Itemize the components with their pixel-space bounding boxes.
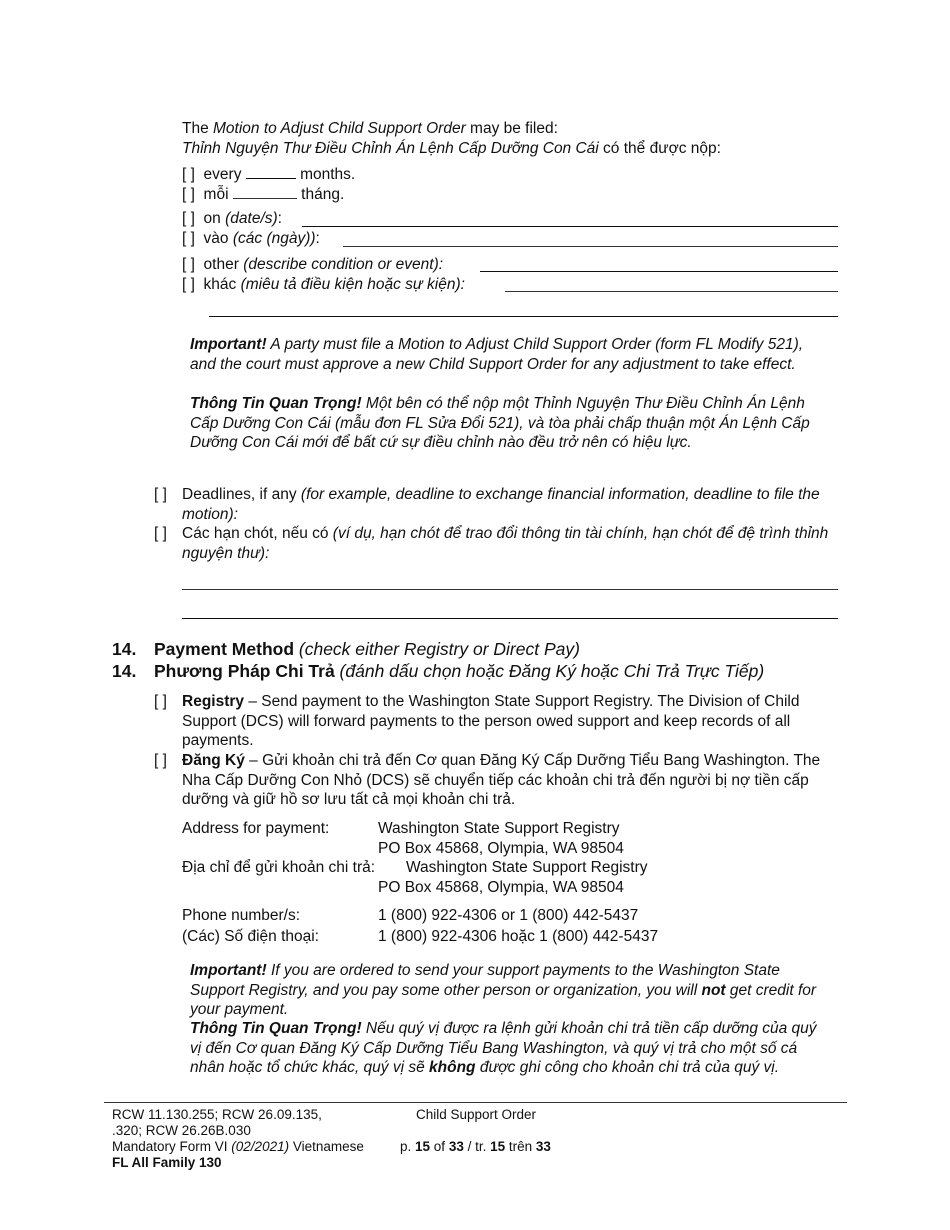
checkbox-deadlines[interactable]: [ ]	[154, 486, 167, 503]
address-line1-en: Washington State Support Registry	[378, 820, 620, 837]
section-14-heading-vi: 14. Phương Pháp Chi Trả (đánh dấu chọn hoặc Đăng Ký hoặc Chi Trả Trực Tiếp)	[112, 661, 765, 681]
deadlines-blank-1[interactable]	[182, 589, 838, 590]
important-note-2-vi: Thông Tin Quan Trọng! Nếu quý vị được ra lệnh gửi khoản chi trả tiền cấp dưỡng của quý vị đến Cơ quan Đăng Ký Cấp Dưỡng Tiểu Bang Washington, và quý vị trả cho một số cá nhân hoặc tổ chức khác, quý vị sẽ không được ghi công cho khoản chi trả của quý vị.	[190, 1020, 817, 1076]
checkbox-every[interactable]: [ ]	[182, 166, 195, 183]
important-note-2-en: Important! If you are ordered to send your support payments to the Washington State Support Registry, and you pay some other person or organization, you will not get credit for your payment.	[190, 962, 817, 1018]
address-label-en: Address for payment:	[182, 820, 330, 837]
important-note-1-en: Important! A party must file a Motion to Adjust Child Support Order (form FL Modify 521), and the court must approve a new Child Support Order for any adjustment to take effect.	[190, 336, 804, 373]
checkbox-deadlines-vi: [ ]	[154, 525, 167, 542]
footer-form-id: FL All Family 130	[112, 1155, 222, 1170]
other-blank-vi[interactable]	[505, 291, 838, 292]
phone-value-en: 1 (800) 922-4306 or 1 (800) 442-5437	[378, 907, 639, 924]
months-blank-vi[interactable]	[233, 184, 297, 199]
deadlines-vi: Các hạn chót, nếu có (ví dụ, hạn chót để trao đổi thông tin tài chính, hạn chót để đệ trình thỉnh nguyện thư):	[182, 525, 829, 562]
option-other-en: [ ] other (describe condition or event):	[182, 256, 444, 273]
checkbox-registry[interactable]: [ ]	[154, 693, 167, 710]
checkbox-other[interactable]: [ ]	[182, 256, 195, 273]
footer-form-line: Mandatory Form VI (02/2021) Vietnamese	[112, 1139, 364, 1154]
option-every-vi: [ ] mỗi tháng.	[182, 186, 345, 203]
option-every-en: [ ] every months.	[182, 166, 356, 183]
checkbox-registry-vi: [ ]	[154, 752, 167, 769]
phone-label-en: Phone number/s:	[182, 907, 301, 924]
registry-vi: Đăng Ký – Gửi khoản chi trả đến Cơ quan Đăng Ký Cấp Dưỡng Tiểu Bang Washington. The Nha Cấp Dưỡng Con Nhỏ (DCS) sẽ chuyển tiếp các khoản chi trả đến người bị nợ tiền cấp dưỡng và giữ hồ sơ lưu tất cả mọi khoản chi trả.	[182, 752, 821, 808]
deadlines-blank-2[interactable]	[182, 618, 838, 619]
address-line2-en: PO Box 45868, Olympia, WA 98504	[378, 840, 624, 857]
option-on-date-vi: [ ] vào (các (ngày)):	[182, 230, 320, 247]
other-blank-2[interactable]	[209, 316, 838, 317]
footer-doc-title: Child Support Order	[416, 1107, 537, 1122]
important-note-1-vi: Thông Tin Quan Trọng! Một bên có thể nộp một Thỉnh Nguyện Thư Điều Chỉnh Án Lệnh Cấp Dưỡng Con Cái (mẫu đơn FL Sửa Đổi 521), và tòa phải chấp thuận một Án Lệnh Cấp Dưỡng Con Cái mới để bất cứ sự điều chỉnh nào đều trở nên có hiệu lực.	[190, 395, 810, 451]
date-blank[interactable]	[302, 226, 838, 227]
other-blank[interactable]	[480, 271, 838, 272]
motion-intro-vi: Thỉnh Nguyện Thư Điều Chỉnh Án Lệnh Cấp Dưỡng Con Cái có thể được nộp:	[182, 140, 721, 157]
option-other-vi: [ ] khác (miêu tả điều kiện hoặc sự kiện):	[182, 276, 465, 293]
address-line2-vi: PO Box 45868, Olympia, WA 98504	[378, 879, 624, 896]
phone-label-vi: (Các) Số điện thoại:	[182, 928, 319, 945]
months-blank[interactable]	[246, 164, 296, 179]
option-on-date-en: [ ] on (date/s):	[182, 210, 282, 227]
registry-en: Registry – Send payment to the Washington State Support Registry. The Division of Child Support (DCS) will forward payments to the person owed support and keep records of all payments.	[182, 693, 800, 749]
date-blank-vi[interactable]	[343, 246, 838, 247]
footer-rcw-2: .320; RCW 26.26B.030	[112, 1123, 251, 1138]
motion-intro-en: The Motion to Adjust Child Support Order may be filed:	[182, 120, 558, 137]
phone-value-vi: 1 (800) 922-4306 hoặc 1 (800) 442-5437	[378, 928, 659, 945]
deadlines-en: Deadlines, if any (for example, deadline to exchange financial information, deadline to file the motion):	[182, 486, 820, 523]
address-line1-vi: Washington State Support Registry	[406, 859, 648, 876]
footer-page-number: p. 15 of 33 / tr. 15 trên 33	[400, 1139, 551, 1154]
checkbox-on-date[interactable]: [ ]	[182, 210, 195, 227]
footer-divider	[104, 1102, 847, 1103]
footer-rcw-1: RCW 11.130.255; RCW 26.09.135,	[112, 1107, 322, 1122]
section-14-heading-en: 14. Payment Method (check either Registry or Direct Pay)	[112, 639, 580, 659]
address-label-vi: Địa chỉ để gửi khoản chi trả:	[182, 859, 376, 876]
